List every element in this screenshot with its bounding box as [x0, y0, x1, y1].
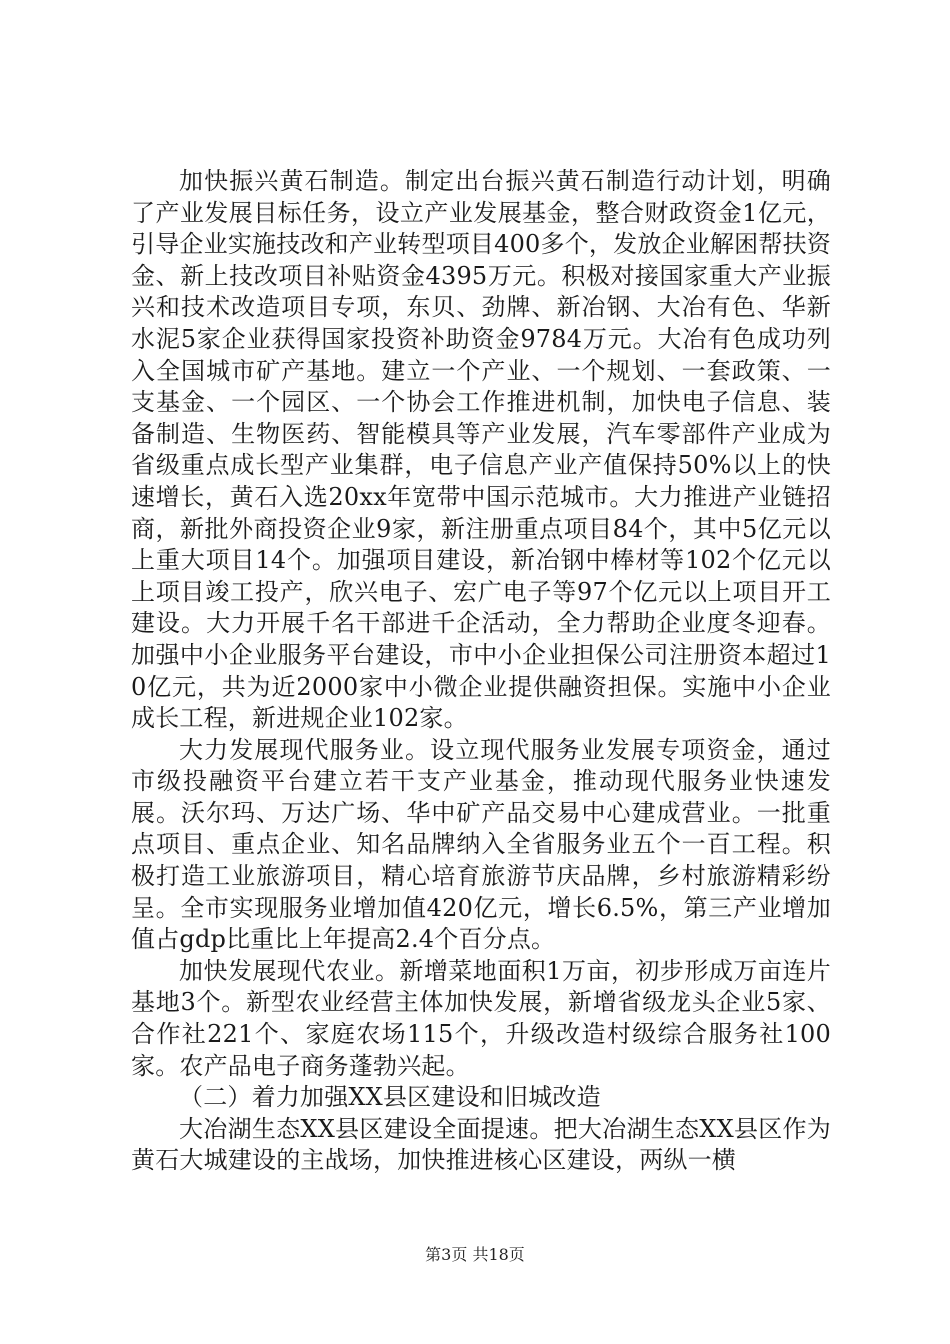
section-heading: （二）着力加强XX县区建设和旧城改造 — [179, 1083, 601, 1112]
paragraph-agriculture: 加快发展现代农业。新增菜地面积1万亩，初步形成万亩连片基地3个。新型农业经营主体加快发展，新增省级龙头企业5家、合作社221个、家庭农场115个，升级改造村级综合服务社100家。农产品电子商务蓬勃兴起。 — [131, 956, 831, 1080]
page-footer: 第3页 共18页 — [425, 1245, 525, 1264]
paragraph-services: 大力发展现代服务业。设立现代服务业发展专项资金，通过市级投融资平台建立若干支产业基金，推动现代服务业快速发展。沃尔玛、万达广场、华中矿产品交易中心建成营业。一批重点项目、重点企业、知名品牌纳入全省服务业五个一百工程。积极打造工业旅游项目，精心培育旅游节庆品牌，乡村旅游精彩纷呈。全市实现服务业增加值420亿元，增长6.5%，第三产业增加值占gdp比重比上年提高2.4个百分点。 — [131, 735, 831, 954]
document-body — [131, 166, 831, 1177]
paragraph-manufacturing: 加快振兴黄石制造。制定出台振兴黄石制造行动计划，明确了产业发展目标任务，设立产业发展基金，整合财政资金1亿元，引导企业实施技改和产业转型项目400多个，发放企业解困帮扶资金、新上技改项目补贴资金4395万元。积极对接国家重大产业振兴和技术改造项目专项，东贝、劲牌、新冶钢、大冶有色、华新水泥5家企业获得国家投资补助资金9784万元。大冶有色成功列入全国城市矿产基地。建立一个产业、一个规划、一套政策、一支基金、一个园区、一个协会工作推进机制，加快电子信息、装备制造、生物医药、智能模具等产业发展，汽车零部件产业成为省级重点成长型产业集群，电子信息产业产值保持50%以上的快速增长，黄石入选20xx年宽带中国示范城市。大力推进产业链招商，新批外商投资企业9家，新注册重点项目84个，其中5亿元以上重大项目14个。加强项目建设，新冶钢中棒材等102个亿元以上项目竣工投产，欣兴电子、宏广电子等97个亿元以上项目开工建设。大力开展千名干部进千企活动，全力帮助企业度冬迎春。加强中小企业服务平台建设，市中小企业担保公司注册资本超过10亿元，共为近2000家中小微企业提供融资担保。实施中小企业成长工程，新进规企业102家。 — [131, 167, 831, 733]
paragraph-lake-district: 大冶湖生态XX县区建设全面提速。把大冶湖生态XX县区作为黄石大城建设的主战场，加快推进核心区建设，两纵一横 — [131, 1114, 831, 1175]
